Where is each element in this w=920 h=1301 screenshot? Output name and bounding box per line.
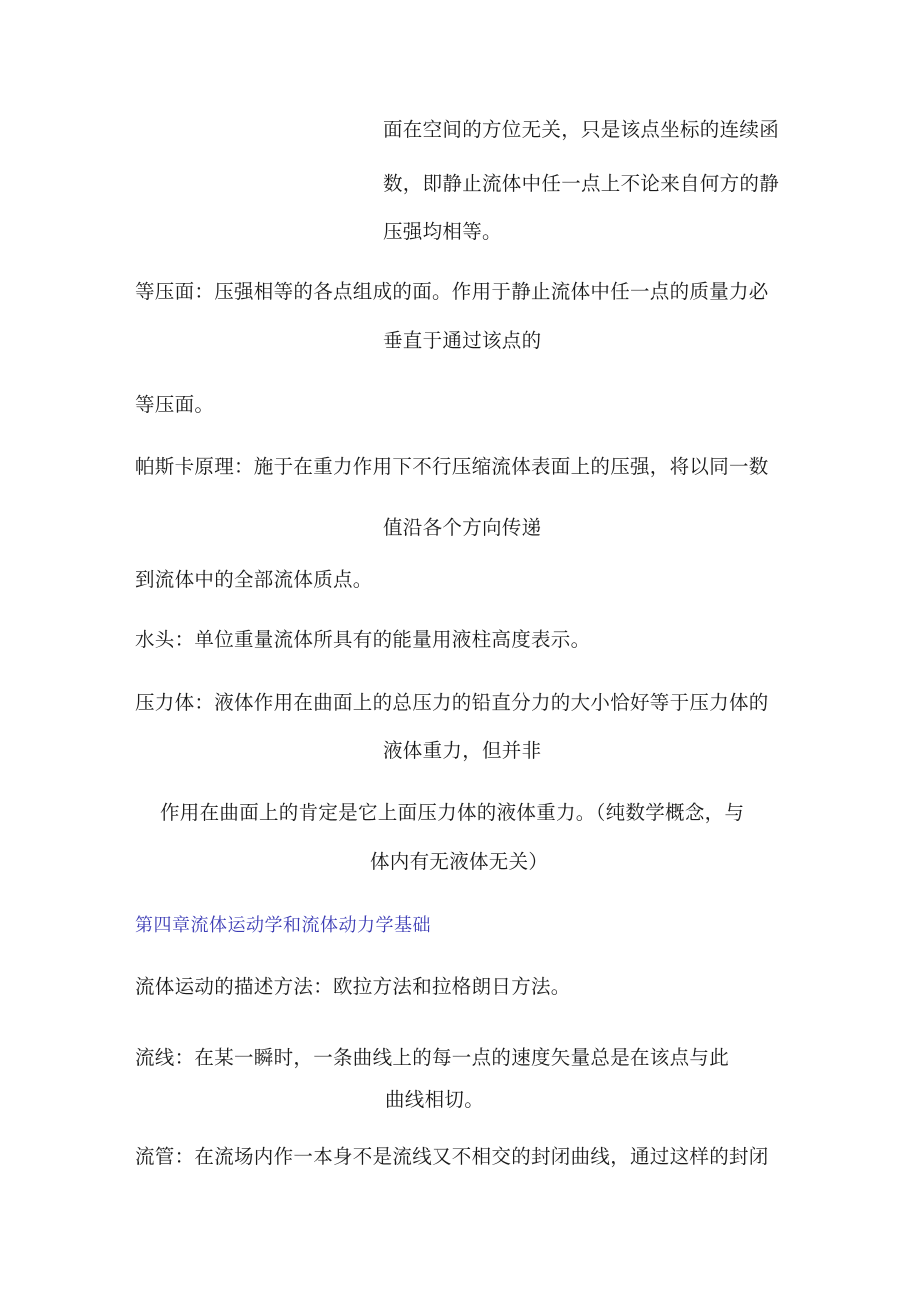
paragraph-line: 压强均相等。 (383, 220, 502, 243)
definition-description-methods: 流体运动的描述方法：欧拉方法和拉格朗日方法。 (135, 975, 571, 998)
paragraph-line: 到流体中的全部流体质点。 (135, 568, 373, 591)
definition-stream-tube: 流管：在流场内作一本身不是流线又不相交的封闭曲线，通过这样的封闭 (135, 1145, 769, 1168)
paragraph-line: 曲线相切。 (385, 1088, 485, 1111)
definition-pressure-body: 压力体：液体作用在曲面上的总压力的铅直分力的大小恰好等于压力体的 (135, 691, 769, 714)
definition-streamline: 流线：在某一瞬时，一条曲线上的每一点的速度矢量总是在该点与此 (135, 1046, 730, 1069)
paragraph-line: 垂直于通过该点的 (383, 329, 542, 352)
paragraph-line: 等压面。 (135, 393, 215, 416)
paragraph-line: 值沿各个方向传递 (383, 516, 542, 539)
paragraph-line: 液体重力，但并非 (383, 739, 542, 762)
paragraph-line: 作用在曲面上的肯定是它上面压力体的液体重力。（纯数学概念，与 (160, 801, 745, 824)
definition-pascal-principle: 帕斯卡原理：施于在重力作用下不行压缩流体表面上的压强，将以同一数 (135, 455, 769, 478)
paragraph-line: 体内有无液体无关） (370, 850, 549, 873)
definition-head: 水头：单位重量流体所具有的能量用液柱高度表示。 (135, 628, 591, 651)
paragraph-line: 数，即静止流体中任一点上不论来自何方的静 (383, 172, 780, 195)
definition-equal-pressure-surface: 等压面：压强相等的各点组成的面。作用于静止流体中任一点的质量力必 (135, 280, 769, 303)
paragraph-line: 面在空间的方位无关，只是该点坐标的连续函 (383, 118, 780, 141)
chapter-heading: 第四章流体运动学和流体动力学基础 (135, 915, 431, 936)
